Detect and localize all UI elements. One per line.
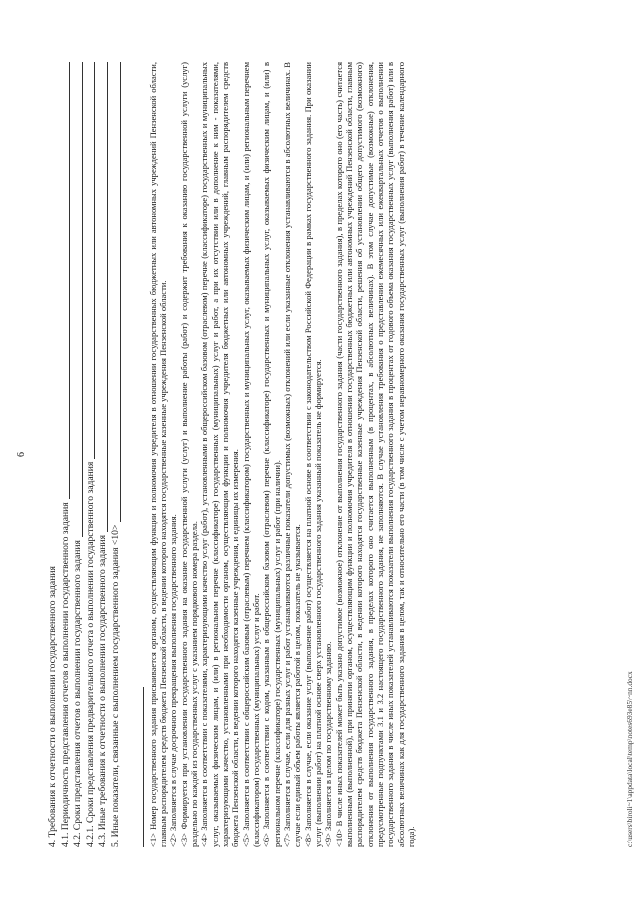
requirement-4-2-1: 4.2.1. Сроки представления предварительного отчета о выполнении государственного задания	[85, 62, 98, 847]
blank-line	[94, 62, 95, 459]
footnote-3: <3> Формируется при установлении государственного задания на оказание государственной услуги (услуг) и выполнение работы (работ) и содержит требования к оказанию государственной услуги (услуг) раздельно по каждой из государственных услуг с указанием порядкового номера раздела.	[178, 62, 199, 847]
requirement-4-2: 4.2. Сроки представления отчетов о выполнении государственного задания	[72, 62, 85, 847]
footnote-8: <8> Заполняется в случае, если оказание услуг (выполнение работ) осуществляется на платной основе в соответствии с законодательством Российской Федерации в рамках государственного задания. При оказании услуг (выполнении работ) на платной основе сверх установленного государственного задания указанный показатель не формируется.	[302, 62, 324, 847]
footnote-2: <2> Заполняется в случае досрочного прекращения выполнения государственного задания.	[168, 514, 179, 847]
requirement-4: 4. Требования к отчетности о выполнении государственного задания	[47, 566, 58, 847]
blank-line	[107, 62, 108, 532]
footnote-9: <9> Заполняется в целом по государственному заданию.	[323, 641, 334, 847]
footnote-separator	[143, 687, 144, 847]
blank-line	[82, 62, 83, 537]
blank-line	[69, 62, 70, 499]
footnote-5: <5> Заполняется в соответствии с общероссийским базовым (отраслевым) перечнем (классификатором) государственных и муниципальных услуг, оказываемых физическим лицам, и (или) региональным перечнем (классификатором) государственных (муниципальных) услуг и работ.	[240, 62, 261, 847]
file-path-footer: c:\users\biroli~1\appdata\local\temp\notes693e85\~nn.docx	[625, 671, 634, 847]
requirement-5: 5. Иные показатели, связанные с выполнением государственного задания <10>	[110, 62, 123, 847]
footnotes	[148, 62, 417, 847]
page-number: 6	[16, 452, 27, 457]
requirement-4-1: 4.1. Периодичность представления отчетов о выполнении государственного задания	[60, 62, 73, 847]
footnote-6: <6> Заполняется в соответствии с кодом, указанным в общероссийском базовом (отраслевом) перечне (классификаторе) государственных и муниципальных услуг, оказываемых физическим лицам, и (или) в региональном перечне (классификаторе) государственных (муниципальных) услуг и работ (при наличии).	[261, 62, 282, 847]
footnote-1: <1> Номер государственного задания присваивается органом, осуществляющим функции и полномочия учредителя в отношении государственных бюджетных или автономных учреждений Пензенской области, главным распорядителем средств бюджета Пензенской области, в ведении которого находятся государственные казенные учреждения Пензенской области.	[147, 62, 168, 847]
footnote-7: <7> Заполняется в случае, если для разных услуг и работ устанавливаются различные показатели допустимых (возможных) отклонений или если указанные отклонения устанавливаются в абсолютных величинах. В случае если единый объем работы является работой в целом, показатель не указывается.	[282, 62, 303, 847]
requirement-4-3: 4.3. Иные требования к отчетности о выполнении государственного задания	[97, 62, 110, 847]
footnote-10: <10> В числе иных показателей может быть указано допустимое (возможное) отклонение от выполнения государственного задания (части государственного задания), в пределах которого оно (его часть) считается выполненным (выполненной), при принятии органом, осуществляющим функции и полномочия учредителя в отношении государственных бюджетных или автономных учреждений Пензенской области, главным распорядителем средств бюджета Пензенской области, в ведении которого находятся государственные казенные учреждения Пензенской области, решения об установлении общего допустимого (возможного) отклонения от выполнения государственного задания, в пределах которого оно считается выполненным (в процентах, в абсолютных величинах). В этом случае допустимые (возможные) отклонения, предусмотренные подпунктами 3.1 и 3.2 настоящего государственного задания, не заполняются. В случае установления требования о представлении ежемесячных или ежеквартальных отчетов о выполнении государственного задания в числе иных показателей устанавливаются показатели выполнения государственного задания в процентах от годового объема оказания государственных услуг (выполнения работ) или в абсолютных величинах как для государственного задания в целом, так и относительно его части (в том числе с учетом неравномерного оказания государственных услуг (выполнения работ) в течение календарного года).	[333, 62, 417, 847]
blank-line	[120, 62, 121, 522]
footnote-4: <4> Заполняется в соответствии с показателями, характеризующими качество услуг (работ), установленными в общероссийском базовом (отраслевом) перечне (классификаторе) государственных и муниципальных услуг, оказываемых физическим лицам, и (или) в региональном перечне (классификаторе) государственных (муниципальных) услуг и работ, а при их отсутствии или в дополнение к ним - показателями, характеризующими качество, установленными при необходимости органом, осуществляющим функции и полномочия учредителя бюджетных или автономных учреждений, главным распорядителем средств бюджета Пензенской области, в ведении которого находятся казенные учреждения, и единицы их измерения.	[199, 62, 241, 847]
reporting-requirements	[47, 62, 123, 847]
